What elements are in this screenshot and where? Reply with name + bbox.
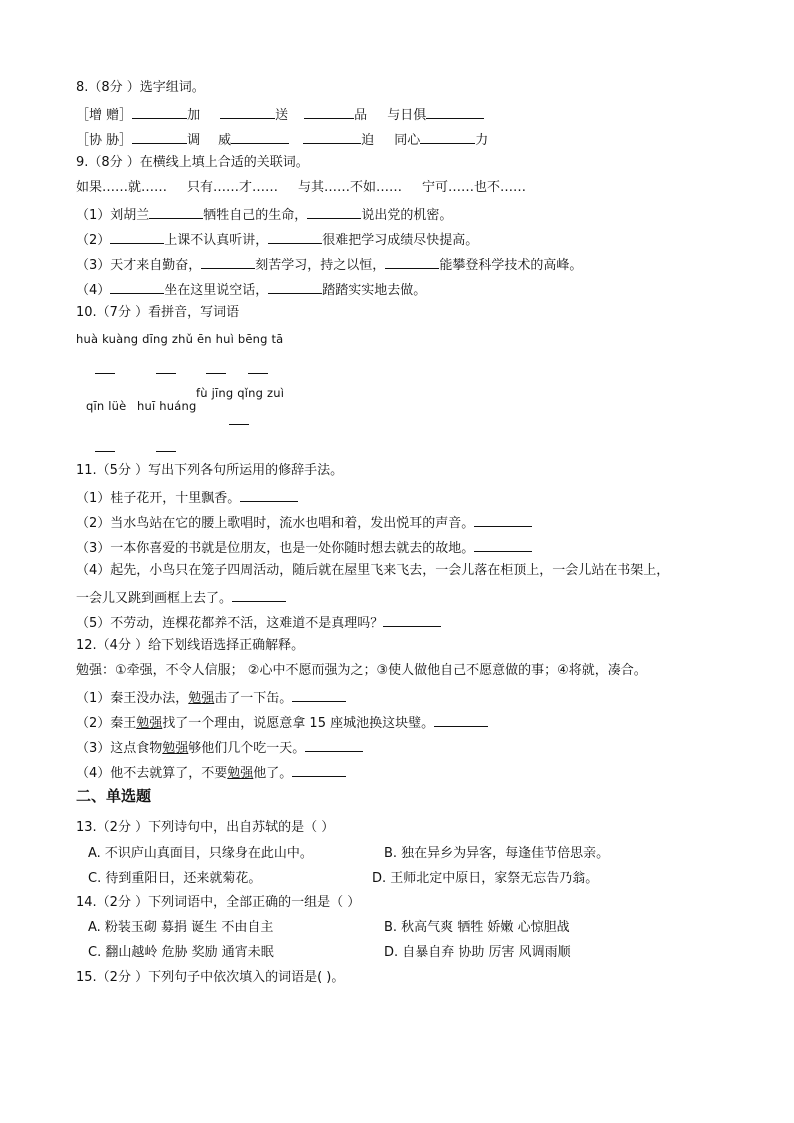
q9-options	[76, 179, 526, 197]
q9-item-2: （2） 上课不认真听讲， 很难把学习成绩尽快提高。	[76, 229, 478, 250]
answer-line[interactable]	[156, 373, 176, 374]
q12-item-3: （3）这点食物勉强够他们几个吃一天。	[76, 737, 363, 758]
blank[interactable]	[240, 487, 298, 502]
q10-heading: 10.（7分 ）看拼音，写词语	[76, 305, 240, 320]
answer-line[interactable]	[206, 373, 226, 374]
q9-option: 与其……不如……	[298, 180, 403, 195]
blank[interactable]	[149, 204, 203, 219]
q11-item-1: （1）桂子花开，十里飘香。	[76, 487, 298, 508]
q13-option-c[interactable]: C. 待到重阳日，还来就菊花。	[88, 871, 262, 886]
blank[interactable]	[385, 254, 439, 269]
q8-row1-choices: ［增 赠］	[76, 108, 133, 123]
q8-row2: ［协 胁］ 调 威 迫 同心 力	[76, 129, 488, 150]
blank[interactable]	[292, 687, 346, 702]
answer-line[interactable]	[156, 451, 176, 452]
q9-option: 如果……就……	[76, 180, 168, 195]
q15-heading: 15.（2分 ）下列句子中依次填入的词语是( )。	[76, 970, 345, 985]
q14-option-b[interactable]: B. 秋高气爽 牺牲 娇嫩 心惊胆战	[384, 920, 570, 935]
blank[interactable]	[220, 104, 275, 119]
q11-item-4: （4）起先，小鸟只在笼子四周活动，随后就在屋里飞来飞去，一会儿落在柜顶上，一会儿站在书架上，	[76, 563, 670, 578]
blank[interactable]	[307, 204, 361, 219]
q11-item-3: （3）一本你喜爱的书就是位朋友，也是一处你随时想去就去的故地。	[76, 537, 532, 558]
q8-row1: ［增 赠］ 加 送 品 与日俱	[76, 104, 484, 125]
blank[interactable]	[132, 104, 187, 119]
q12-heading: 12.（4分 ）给下划线语选择正确解释。	[76, 638, 305, 653]
blank[interactable]	[304, 104, 354, 119]
q8-heading: 8.（8分 ）选字组词。	[76, 80, 205, 95]
blank[interactable]	[305, 737, 363, 752]
q14-heading: 14.（2分 ）下列词语中，全部正确的一组是（ ）	[76, 895, 361, 910]
q13-option-d[interactable]: D. 王师北定中原日，家祭无忘告乃翁。	[372, 871, 599, 886]
blank[interactable]	[268, 279, 322, 294]
blank[interactable]	[474, 537, 532, 552]
section-title: 二、单选题	[76, 787, 152, 805]
q9-item-3: （3）天才来自勤奋， 刻苦学习，持之以恒， 能攀登科学技术的高峰。	[76, 254, 582, 275]
blank[interactable]	[426, 104, 484, 119]
blank[interactable]	[231, 129, 289, 144]
q9-heading: 9.（8分 ）在横线上填上合适的关联词。	[76, 155, 309, 170]
q12-definitions: 勉强：①牵强，不令人信服； ②心中不愿而强为之；③使人做他自己不愿意做的事；④将就，凑合。	[76, 663, 647, 678]
q11-item-5: （5）不劳动，连棵花都养不活，这难道不是真理吗？	[76, 612, 441, 633]
q8-row2-choices: ［协 胁］	[76, 133, 133, 148]
underlined-word: 勉强	[188, 691, 215, 706]
answer-line[interactable]	[95, 373, 115, 374]
q11-heading: 11.（5分 ）写出下列各句所运用的修辞手法。	[76, 463, 344, 478]
blank[interactable]	[132, 129, 187, 144]
q12-item-1: （1）秦王没办法，勉强击了一下缶。	[76, 687, 346, 708]
q12-item-2: （2）秦王勉强找了一个理由，说愿意拿 15 座城池换这块璧。	[76, 712, 488, 733]
q11-item-2: （2）当水鸟站在它的腰上歌唱时，流水也唱和着，发出悦耳的声音。	[76, 512, 532, 533]
answer-line[interactable]	[248, 373, 268, 374]
blank[interactable]	[292, 762, 346, 777]
q14-option-d[interactable]: D. 自暴自弃 协助 厉害 风调雨顺	[384, 945, 571, 960]
q13-heading: 13.（2分 ）下列诗句中，出自苏轼的是（ ）	[76, 820, 335, 835]
q9-option: 只有……才……	[187, 180, 279, 195]
blank[interactable]	[474, 512, 532, 527]
blank[interactable]	[232, 587, 286, 602]
q10-pinyin-fujing: fù jīng qǐng zuì	[196, 386, 285, 400]
q13-option-a[interactable]: A. 不识庐山真面目，只缘身在此山中。	[88, 846, 313, 861]
answer-line[interactable]	[229, 424, 249, 425]
q13-option-b[interactable]: B. 独在异乡为异客，每逢佳节倍思亲。	[384, 846, 610, 861]
q10-pinyin-qinlue: qīn lüè	[86, 399, 127, 413]
blank[interactable]	[303, 129, 361, 144]
q10-pinyin-huihuang: huī huáng	[137, 399, 197, 413]
underlined-word: 勉强	[162, 741, 189, 756]
blank[interactable]	[268, 229, 322, 244]
q9-option: 宁可……也不……	[422, 180, 527, 195]
q9-item-1: （1）刘胡兰 牺牲自己的生命， 说出党的机密。	[76, 204, 452, 225]
blank[interactable]	[420, 129, 475, 144]
blank[interactable]	[434, 712, 488, 727]
q10-pinyin-row1: huà kuàng dīng zhǔ ēn huì bēng tā	[76, 332, 284, 346]
q14-option-c[interactable]: C. 翻山越岭 危胁 奖励 通宵未眠	[88, 945, 274, 960]
q9-item-4: （4） 坐在这里说空话， 踏踏实实地去做。	[76, 279, 426, 300]
underlined-word: 勉强	[227, 766, 254, 781]
blank[interactable]	[110, 279, 164, 294]
q11-item-4-cont: 一会儿又跳到画框上去了。	[76, 587, 286, 608]
blank[interactable]	[383, 612, 441, 627]
blank[interactable]	[110, 229, 164, 244]
answer-line[interactable]	[95, 451, 115, 452]
blank[interactable]	[201, 254, 255, 269]
underlined-word: 勉强	[136, 716, 163, 731]
q12-item-4: （4）他不去就算了，不要勉强他了。	[76, 762, 346, 783]
q14-option-a[interactable]: A. 粉装玉砌 募捐 诞生 不由自主	[88, 920, 274, 935]
